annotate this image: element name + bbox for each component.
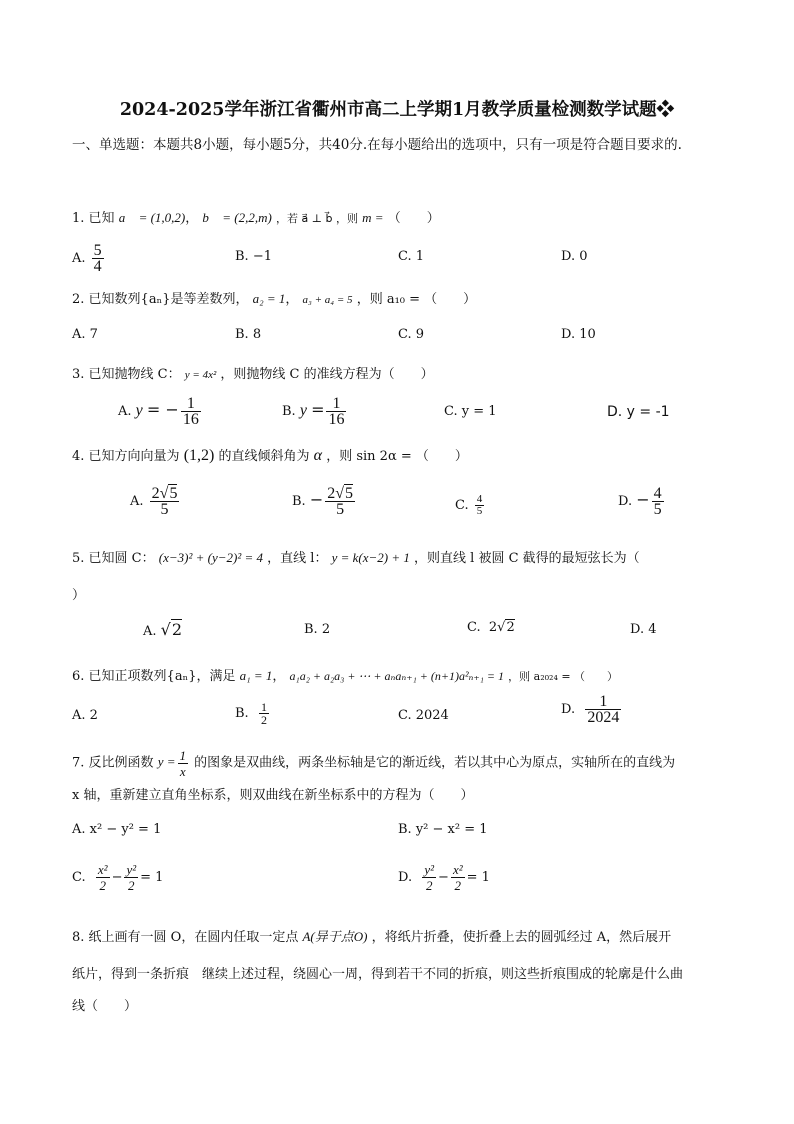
question-text: 已知方向向量为 xyxy=(88,449,180,464)
question-7 xyxy=(72,748,732,779)
question-8-continued: 纸片，得到一条折痕 继续上述过程，绕圆心一周，得到若干不同的折痕，则这些折痕围成的轮廓是什么曲 xyxy=(72,967,684,982)
option-b: B. − $\frac{2√5}{5}$ xyxy=(292,485,354,518)
math-expression: m = xyxy=(362,210,384,225)
fraction: $\frac{\text{x²}}{2}$ xyxy=(97,862,108,893)
option-a: A. x² − y² = 1 xyxy=(72,822,162,837)
question-number: 4. xyxy=(72,449,85,464)
question-text: ，则抛物线 C 的准线方程为（ ） xyxy=(220,367,434,382)
fraction: $\frac{1}{2024}$ xyxy=(587,693,620,726)
question-6: 6. 已知正项数列{aₙ}，满足 a₁ = 1， a₁a₂ + a₂a₃ + ⋯ + aₙaₙ₊₁ + (n+1)a²ₙ₊₁ = 1 ，则 a₂₀₂₄ = （ ） xyxy=(72,668,619,684)
fraction: $\frac{1}{x}$ xyxy=(179,748,186,779)
fraction: $\frac{1}{16}$ xyxy=(182,395,199,428)
fraction: $\frac{\text{y²}}{2}$ xyxy=(126,862,137,893)
fraction: $\frac{\text{x²}}{2}$ xyxy=(452,862,463,893)
question-5 xyxy=(72,547,732,566)
question-1: 1. 已知 a⃗ = (1,0,2)， b⃗ = (2,2,m) ，若 a⃗ ⊥ b⃗ ，则 m = （ ） xyxy=(72,210,440,226)
math-expression: y = k(x−2) + 1 xyxy=(331,550,410,565)
option-c: C. 1 xyxy=(398,249,425,264)
question-text: ，直线 l： xyxy=(267,551,328,566)
option-d: D. $\frac{\text{y²}}{2}$ − $\frac{\text{x²}}{2}$ = 1 xyxy=(398,862,490,893)
option-c: C. 2√2 xyxy=(467,620,515,635)
fraction: $\frac{4}{5}$ xyxy=(476,493,483,517)
question-text: ，则 a₁₀ = （ ） xyxy=(356,292,477,307)
fraction: $\frac{1}{16}$ xyxy=(328,395,345,428)
question-text: ，则 sin 2α = （ ） xyxy=(326,449,468,464)
question-number: 5. xyxy=(72,551,85,566)
math-expression: a₃ + a₄ = 5 xyxy=(302,294,353,306)
option-d: D. $\frac{1}{2024}$ xyxy=(561,693,620,726)
option-b: B. y = $\frac{1}{16}$ xyxy=(282,395,345,428)
option-b: B. y² − x² = 1 xyxy=(398,822,488,837)
math-expression: b⃗ = (2,2,m) xyxy=(202,210,272,225)
question-text: 的直线倾斜角为 xyxy=(218,449,310,464)
question-text: ，则直线 l 被圆 C 截得的最短弦长为（ xyxy=(414,551,640,566)
math-expression: (x−3)² + (y−2)² = 4 xyxy=(158,550,264,565)
option-c: C. $\frac{\text{x²}}{2}$ − $\frac{\text{y²}}{2}$ = 1 xyxy=(72,862,164,893)
question-text: ，若 a⃗ ⊥ b⃗ ，则 xyxy=(275,212,359,225)
math-expression: a₁a₂ + a₂a₃ + ⋯ + aₙaₙ₊₁ + (n+1)a²ₙ₊₁ = 1 xyxy=(289,669,505,683)
option-d: D. 0 xyxy=(561,249,588,264)
option-a: A. $\frac{5}{4}$ xyxy=(72,242,102,275)
question-2: 2. 已知数列{aₙ}是等差数列， a₂ = 1， a₃ + a₄ = 5 ，则 a₁₀ = （ ） xyxy=(72,291,477,307)
option-b: B. $\frac{1}{2}$ xyxy=(235,700,267,727)
option-d: D. 10 xyxy=(561,327,596,342)
option-d: D. − $\frac{4}{5}$ xyxy=(618,485,662,518)
math-expression: A(异于点O) xyxy=(302,929,368,944)
option-d: D. 4 xyxy=(630,622,657,637)
question-number: 8. xyxy=(72,930,85,945)
question-4 xyxy=(72,445,732,465)
math-expression: (1,2) xyxy=(183,447,215,464)
option-a: A. 2 xyxy=(72,708,98,723)
math-expression: α xyxy=(313,447,323,464)
option-b: B. −1 xyxy=(235,249,272,264)
question-number: 2. xyxy=(72,292,85,307)
math-expression: y = 4x² xyxy=(184,369,217,381)
fraction: $\frac{2√5}{5}$ xyxy=(327,485,354,518)
option-c: C. 2024 xyxy=(398,708,449,723)
option-d: D. y = -1 xyxy=(607,404,670,420)
fraction: $\frac{4}{5}$ xyxy=(653,485,662,518)
option-b: B. 8 xyxy=(235,327,262,342)
question-text: 已知正项数列{aₙ}，满足 xyxy=(88,669,236,684)
fraction: $\frac{\text{y²}}{2}$ xyxy=(424,862,435,893)
question-8 xyxy=(72,926,732,945)
option-b: B. 2 xyxy=(304,622,331,637)
question-8-continued: 线（ ） xyxy=(72,999,138,1014)
fraction: $\frac{1}{2}$ xyxy=(260,700,267,727)
option-c: C. $\frac{4}{5}$ xyxy=(455,493,483,517)
question-text: 已知圆 C： xyxy=(88,551,155,566)
question-number: 6. xyxy=(72,669,85,684)
question-text: 已知数列{aₙ}是等差数列， xyxy=(88,292,249,307)
question-7-continued: x 轴，重新建立直角坐标系，则双曲线在新坐标系中的方程为（ ） xyxy=(72,788,474,803)
question-text: ，将纸片折叠，使折叠上去的圆弧经过 A，然后展开 xyxy=(371,930,672,945)
option-c: C. y = 1 xyxy=(444,404,497,419)
question-text: 已知 xyxy=(88,211,115,226)
option-a: A. 7 xyxy=(72,327,98,342)
question-text: ，则 a₂₀₂₄ = （ ） xyxy=(508,670,619,683)
question-text: 纸上画有一圆 O，在圆内任取一定点 xyxy=(88,930,299,945)
question-text: 反比例函数 xyxy=(88,755,154,771)
math-expression: a⃗ = (1,0,2) xyxy=(118,210,186,225)
math-expression: a₁ = 1 xyxy=(239,668,273,683)
page-title: 2024-2025学年浙江省衢州市高二上学期1月教学质量检测数学试题❖ xyxy=(119,100,675,120)
fraction: $\frac{5}{4}$ xyxy=(93,242,102,275)
option-c: C. 9 xyxy=(398,327,425,342)
fraction: $\frac{2√5}{5}$ xyxy=(151,485,178,518)
question-text: 的图象是双曲线，两条坐标轴是它的渐近线，若以其中心为原点，实轴所在的直线为 xyxy=(194,755,676,771)
option-a: A. √2 xyxy=(143,620,183,639)
question-number: 3. xyxy=(72,367,85,382)
question-number: 1. xyxy=(72,211,85,226)
question-text: 已知抛物线 C： xyxy=(88,367,181,382)
answer-bracket: （ ） xyxy=(387,211,440,226)
section-heading: 一、单选题：本题共8小题，每小题5分，共40分.在每小题给出的选项中，只有一项是符合题目要求的. xyxy=(72,137,682,153)
math-expression: y = $\frac{1}{x}$ xyxy=(157,748,186,779)
question-5-continued: ） xyxy=(72,588,86,603)
question-3 xyxy=(72,363,732,382)
math-expression: a₂ = 1 xyxy=(252,291,286,306)
option-a: A. y = − $\frac{1}{16}$ xyxy=(118,395,199,428)
question-number: 7. xyxy=(72,755,85,771)
option-a: A. $\frac{2√5}{5}$ xyxy=(130,485,178,518)
